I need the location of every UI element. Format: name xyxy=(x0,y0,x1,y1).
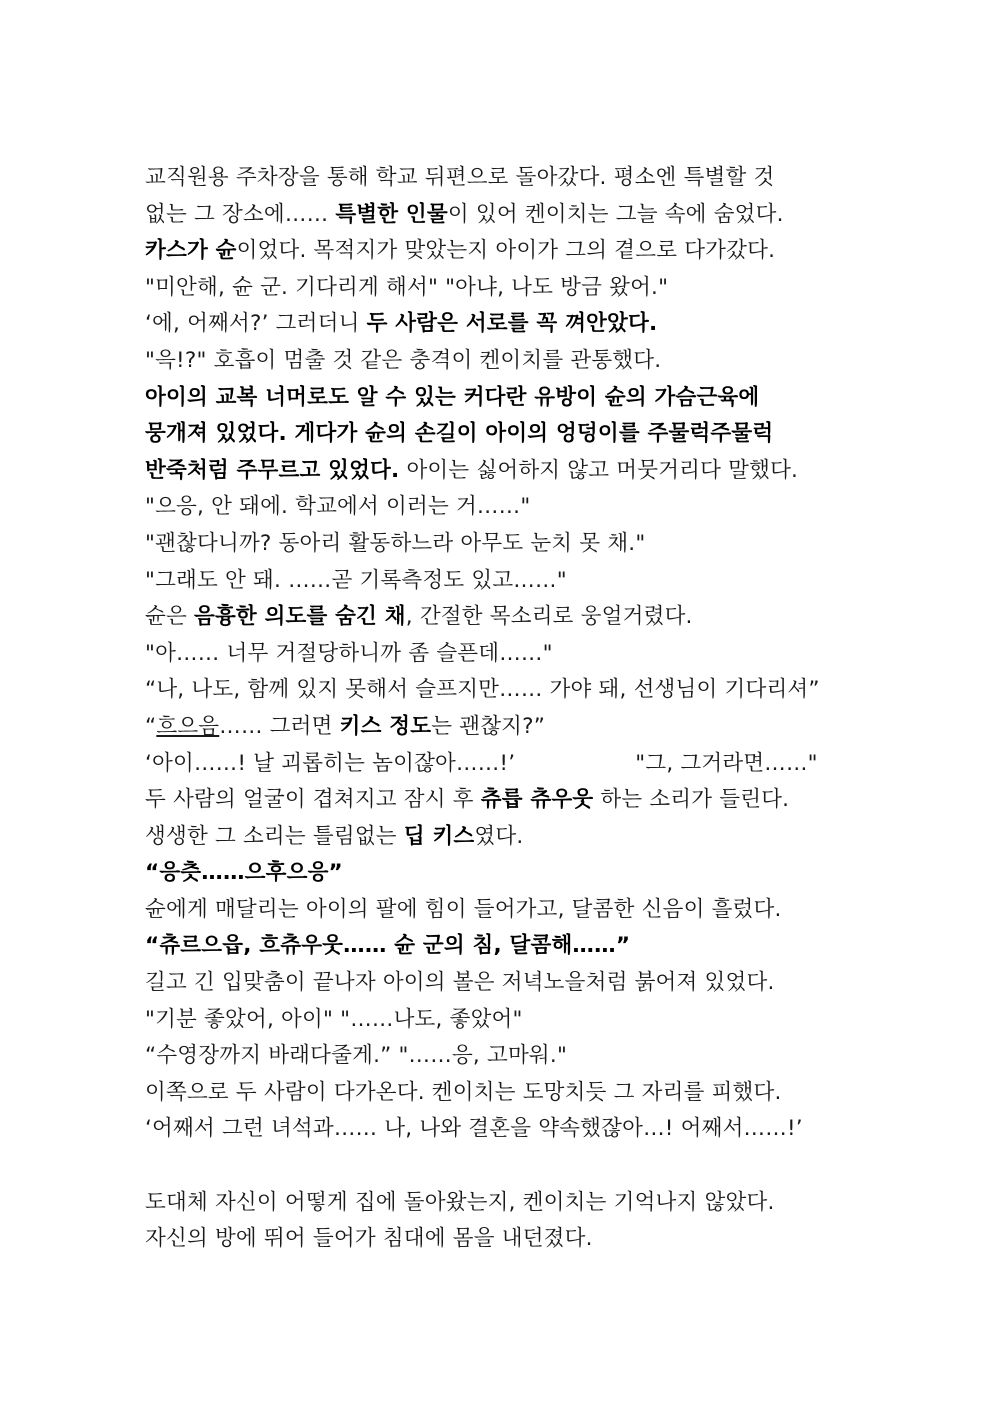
text-segment: 도대체 자신이 어떻게 집에 돌아왔는지, 켄이치는 기억나지 않았다. xyxy=(145,1189,775,1215)
text-segment: "아…… 너무 거절당하니까 좀 슬픈데……" xyxy=(145,640,553,666)
text-segment: “나, 나도, 함께 있지 못해서 슬프지만…… 가야 돼, 선생님이 기다리셔” xyxy=(145,677,820,703)
text-segment: "괜찮다니까? 동아리 활동하느라 아무도 눈치 못 채." xyxy=(145,530,646,556)
text-segment: "그래도 안 돼. ……곧 기록측정도 있고……" xyxy=(145,567,567,593)
text-segment: 이었다. 목적지가 맞았는지 아이가 그의 곁으로 다가갔다. xyxy=(236,238,776,264)
text-line xyxy=(145,160,875,197)
text-line xyxy=(145,1002,875,1039)
text-line xyxy=(145,233,875,270)
text-segment: 였다. xyxy=(474,823,524,849)
text-line xyxy=(145,343,875,380)
emphasis-text: 아이의 교복 너머로도 알 수 있는 커다란 유방이 슌의 가슴근육에 xyxy=(145,384,760,410)
text-line xyxy=(145,965,875,1002)
text-line xyxy=(145,489,875,526)
text-segment: ‘에, 어째서?’ 그러더니 xyxy=(145,311,367,337)
text-line xyxy=(145,636,875,673)
emphasis-text: 음흉한 의도를 숨긴 채 xyxy=(193,604,406,630)
text-line xyxy=(145,1185,875,1222)
text-line xyxy=(145,380,875,417)
text-line xyxy=(145,306,875,343)
text-segment: "그, 그거라면……" xyxy=(635,750,818,776)
text-line xyxy=(145,746,875,783)
text-segment: 이 있어 켄이치는 그늘 속에 숨었다. xyxy=(447,201,784,227)
blank-line xyxy=(145,1148,875,1185)
text-segment: 는 괜찮지?” xyxy=(431,713,546,739)
text-line xyxy=(145,1038,875,1075)
text-segment: 아이는 싫어하지 않고 머뭇거리다 말했다. xyxy=(399,457,799,483)
text-segment: "미안해, 슌 군. 기다리게 해서" "아냐, 나도 방금 왔어." xyxy=(145,274,669,300)
text-line xyxy=(145,270,875,307)
text-segment: 교직원용 주차장을 통해 학교 뒤편으로 돌아갔다. 평소엔 특별할 것 xyxy=(145,165,775,190)
emphasis-text: 카스가 슌 xyxy=(145,238,237,264)
text-line xyxy=(145,782,875,819)
text-line xyxy=(145,453,875,490)
emphasis-text: 두 사람은 서로를 꼭 껴안았다. xyxy=(366,311,658,337)
text-segment: 생생한 그 소리는 틀림없는 xyxy=(145,823,404,849)
text-segment: 흐으음 xyxy=(156,713,220,739)
emphasis-text: 딥 키스 xyxy=(403,823,475,849)
text-segment: 이쪽으로 두 사람이 다가온다. 켄이치는 도망치듯 그 자리를 피했다. xyxy=(145,1079,782,1105)
text-segment: “ xyxy=(145,713,157,739)
text-segment: ‘아이……! 날 괴롭히는 놈이잖아……!’ xyxy=(145,750,516,776)
text-line xyxy=(145,709,875,746)
text-line xyxy=(145,526,875,563)
emphasis-text: 반죽처럼 주무르고 있었다. xyxy=(145,457,400,483)
text-line xyxy=(145,892,875,929)
emphasis-text: 키스 정도 xyxy=(339,713,432,739)
emphasis-text: 츄릅 츄우웃 xyxy=(480,787,594,813)
text-segment: 없는 그 장소에…… xyxy=(145,201,336,227)
text-segment: 슌에게 매달리는 아이의 팔에 힘이 들어가고, 달콤한 신음이 흘렀다. xyxy=(145,896,782,922)
text-line xyxy=(145,563,875,600)
text-segment: 하는 소리가 들린다. xyxy=(593,787,790,813)
text-segment: "으응, 안 돼에. 학교에서 이러는 거……" xyxy=(145,494,531,520)
text-line xyxy=(145,672,875,709)
text-line xyxy=(145,1075,875,1112)
emphasis-text: “츄르으읍, 흐츄우웃…… 슌 군의 침, 달콤해……” xyxy=(145,933,631,959)
text-segment: …… 그러면 xyxy=(219,713,340,739)
text-line xyxy=(145,197,875,234)
text-segment: ‘어째서 그런 녀석과…… 나, 나와 결혼을 약속했잖아…! 어째서……!’ xyxy=(145,1116,803,1142)
text-line xyxy=(145,819,875,856)
text-line xyxy=(145,1221,875,1258)
emphasis-text: 뭉개져 있었다. 게다가 슌의 손길이 아이의 엉덩이를 주물럭주물럭 xyxy=(145,421,774,447)
text-segment: 두 사람의 얼굴이 겹쳐지고 잠시 후 xyxy=(145,787,481,813)
text-line xyxy=(145,1111,875,1148)
text-line xyxy=(145,928,875,965)
emphasis-text: “응츳……으후으응” xyxy=(145,860,343,886)
text-line xyxy=(145,416,875,453)
story-text xyxy=(145,160,875,1258)
text-segment: "윽!?" 호흡이 멈출 것 같은 충격이 켄이치를 관통했다. xyxy=(145,347,662,373)
text-segment: 슌은 xyxy=(145,604,194,630)
text-segment: 길고 긴 입맞춤이 끝나자 아이의 볼은 저녁노을처럼 붉어져 있었다. xyxy=(145,970,775,996)
emphasis-text: 특별한 인물 xyxy=(335,201,448,227)
text-line xyxy=(145,855,875,892)
text-segment: “수영장까지 바래다줄게.” "……응, 고마워." xyxy=(145,1043,568,1069)
text-segment: , 간절한 목소리로 웅얼거렸다. xyxy=(405,604,693,630)
text-segment: "기분 좋았어, 아이" "……나도, 좋았어" xyxy=(145,1006,523,1032)
text-segment: 자신의 방에 뛰어 들어가 침대에 몸을 내던졌다. xyxy=(145,1226,593,1252)
text-line xyxy=(145,599,875,636)
